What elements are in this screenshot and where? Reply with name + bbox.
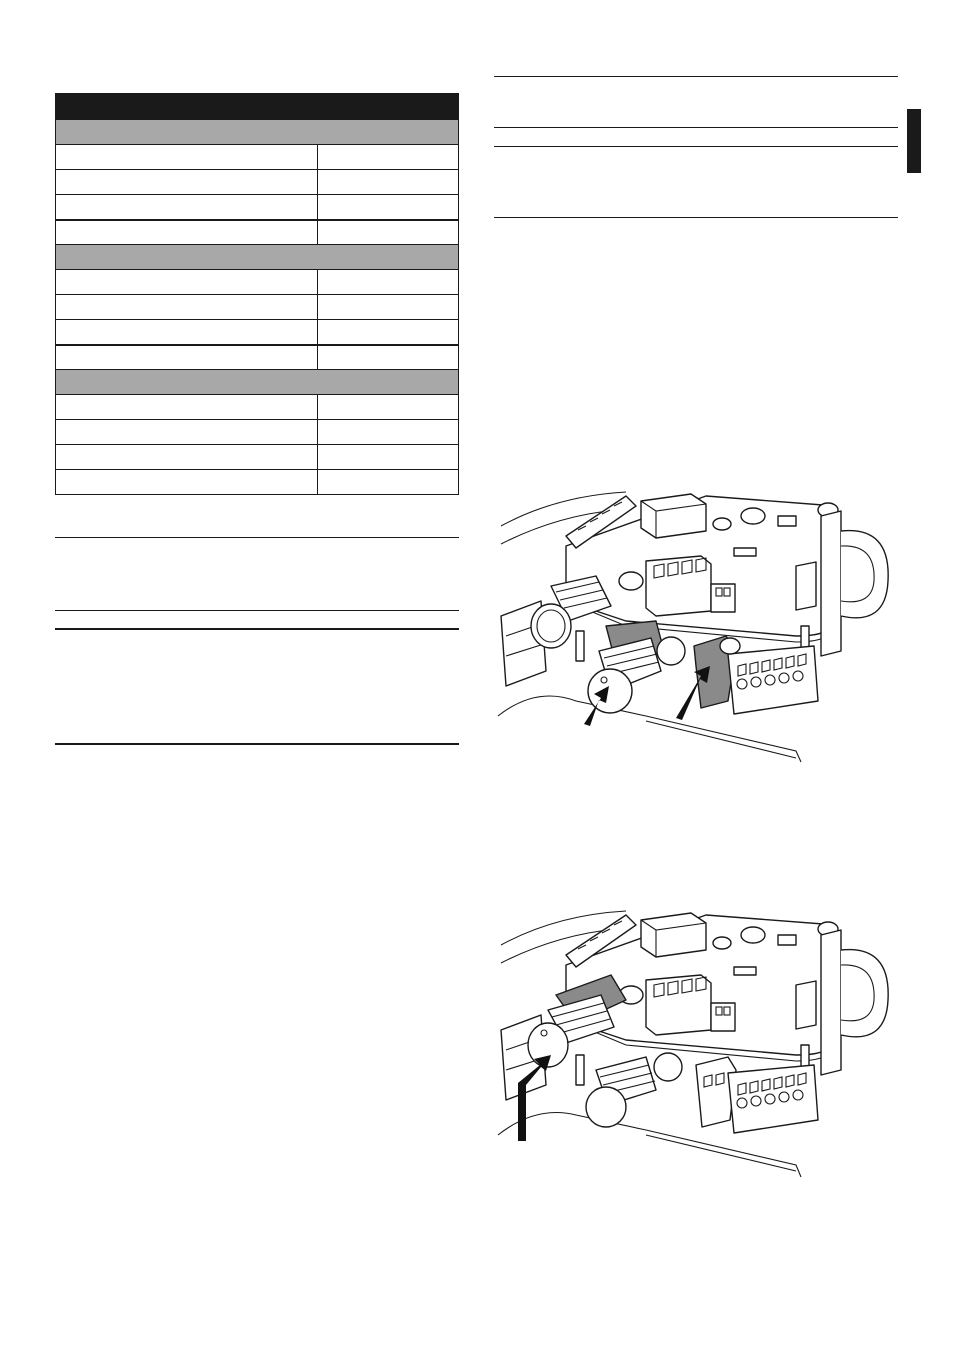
table-header-bar (56, 94, 458, 119)
table-cell-label (56, 445, 318, 469)
table-section-2-band (56, 244, 458, 269)
table-cell-value (318, 470, 458, 494)
table-row (56, 144, 458, 169)
specification-table (55, 93, 459, 495)
table-section-3-band (56, 369, 458, 394)
section-divider (494, 76, 898, 77)
table-row (56, 419, 458, 444)
table-row (56, 219, 458, 244)
pcb-illustration-icon (496, 486, 916, 772)
table-cell-value (318, 195, 458, 219)
table-row (56, 394, 458, 419)
section-divider (494, 127, 898, 128)
table-cell-label (56, 170, 318, 194)
table-row (56, 344, 458, 369)
section-divider (55, 610, 459, 611)
pcb-bnc-connector-illustration-2 (496, 905, 916, 1185)
pcb-illustration-icon (496, 905, 916, 1185)
table-cell-value (318, 346, 458, 369)
table-cell-value (318, 145, 458, 169)
table-row (56, 169, 458, 194)
table-cell-value (318, 221, 458, 244)
table-section-1-band (56, 119, 458, 144)
table-cell-label (56, 395, 318, 419)
table-cell-label (56, 221, 318, 244)
section-divider-bold (55, 628, 459, 630)
table-row (56, 444, 458, 469)
pcb-bnc-connector-illustration-1 (496, 486, 916, 772)
table-row (56, 294, 458, 319)
table-cell-label (56, 195, 318, 219)
table-row (56, 319, 458, 344)
table-cell-label (56, 346, 318, 369)
table-cell-label (56, 420, 318, 444)
table-row (56, 269, 458, 294)
table-cell-value (318, 270, 458, 294)
table-cell-label (56, 295, 318, 319)
table-cell-label (56, 270, 318, 294)
section-divider (55, 537, 459, 538)
table-cell-value (318, 295, 458, 319)
section-divider-bold (55, 743, 459, 745)
table-row (56, 469, 458, 494)
table-cell-label (56, 320, 318, 344)
table-cell-value (318, 320, 458, 344)
table-cell-value (318, 445, 458, 469)
language-side-tab (907, 109, 921, 173)
table-cell-value (318, 420, 458, 444)
section-divider (494, 146, 898, 147)
section-divider (494, 217, 898, 218)
table-cell-value (318, 170, 458, 194)
table-cell-value (318, 395, 458, 419)
table-cell-label (56, 470, 318, 494)
table-cell-label (56, 145, 318, 169)
table-row (56, 194, 458, 219)
